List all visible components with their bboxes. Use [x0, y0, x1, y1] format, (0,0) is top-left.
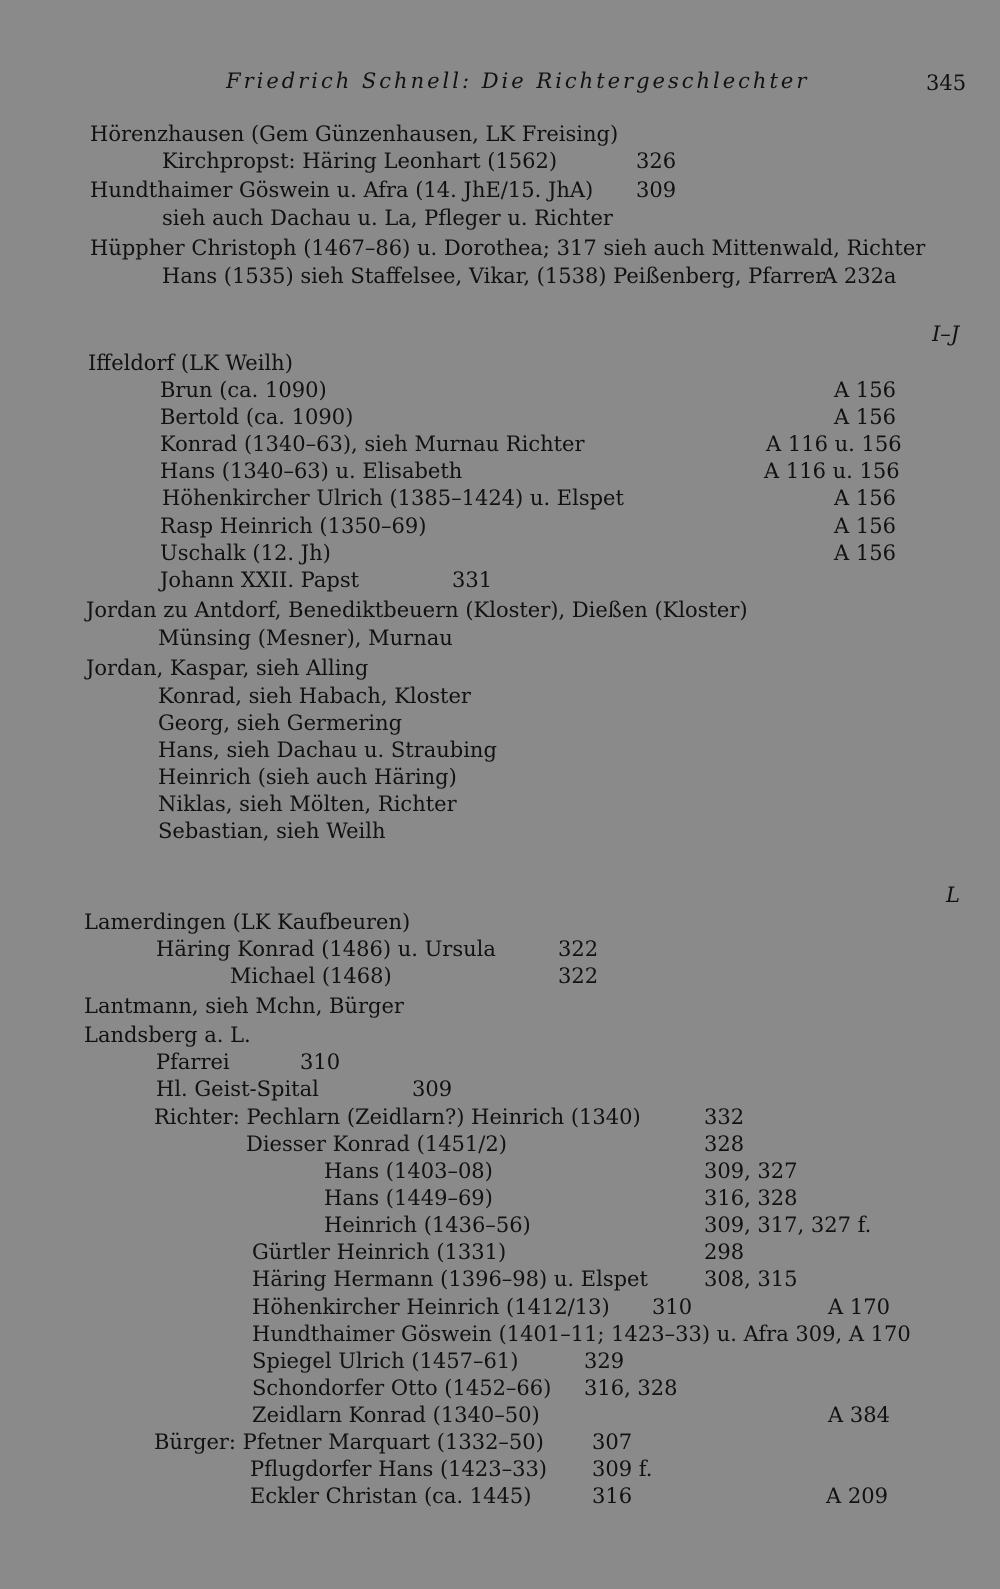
index-subentry: Konrad, sieh Habach, Kloster	[158, 684, 471, 708]
index-subentry: Hans, sieh Dachau u. Straubing	[158, 738, 497, 762]
appendix-ref: A 116 u. 156	[764, 459, 900, 483]
page-ref: 316	[592, 1484, 633, 1508]
index-subentry: Kirchpropst: Häring Leonhart (1562)	[162, 149, 558, 173]
index-subentry: Höhenkircher Ulrich (1385–1424) u. Elspet	[162, 486, 624, 510]
index-subentry: Rasp Heinrich (1350–69)	[160, 514, 427, 538]
page-ref: 329	[584, 1349, 625, 1373]
appendix-ref: A 156	[834, 514, 896, 538]
index-entry: Hüppher Christoph (1467–86) u. Dorothea; 317 sieh auch Mittenwald, Richter	[90, 236, 926, 260]
page-ref: 316, 328	[704, 1186, 798, 1210]
appendix-ref: A 170	[828, 1295, 890, 1319]
index-entry: Lantmann, sieh Mchn, Bürger	[84, 994, 404, 1018]
index-subentry: Niklas, sieh Mölten, Richter	[158, 792, 457, 816]
index-subentry: Heinrich (1436–56)	[324, 1213, 531, 1237]
page-number: 345	[926, 71, 967, 95]
index-subentry: Bürger: Pfetner Marquart (1332–50)	[154, 1430, 544, 1454]
index-subentry: Münsing (Mesner), Murnau	[158, 626, 453, 650]
running-header-title: Friedrich Schnell: Die Richtergeschlechter	[226, 69, 810, 93]
index-subentry: Bertold (ca. 1090)	[160, 405, 354, 429]
page-ref: 322	[558, 937, 599, 961]
section-mark-ij: I–J	[932, 322, 960, 346]
index-subentry: Gürtler Heinrich (1331)	[252, 1240, 507, 1264]
page-ref: 298	[704, 1240, 745, 1264]
index-subentry: Richter: Pechlarn (Zeidlarn?) Heinrich (1340)	[154, 1105, 641, 1129]
index-subentry: Höhenkircher Heinrich (1412/13)	[252, 1295, 610, 1319]
index-subentry: Hans (1449–69)	[324, 1186, 493, 1210]
page-ref: 310	[300, 1050, 341, 1074]
index-subentry: Schondorfer Otto (1452–66)	[252, 1376, 552, 1400]
index-subentry: Diesser Konrad (1451/2)	[246, 1132, 507, 1156]
index-subentry: Häring Hermann (1396–98) u. Elspet	[252, 1267, 648, 1291]
appendix-ref: A 384	[828, 1403, 890, 1427]
page-ref: 331	[452, 568, 493, 592]
index-entry: Jordan, Kaspar, sieh Alling	[86, 656, 369, 680]
page-ref: 310	[652, 1295, 693, 1319]
index-subentry: Hans (1340–63) u. Elisabeth	[160, 459, 463, 483]
appendix-ref: A 232a	[822, 264, 897, 288]
appendix-ref: A 209	[826, 1484, 888, 1508]
index-subentry: Eckler Christan (ca. 1445)	[250, 1484, 532, 1508]
page-ref: 316, 328	[584, 1376, 678, 1400]
section-mark-l: L	[946, 883, 960, 907]
appendix-ref: A 156	[834, 378, 896, 402]
appendix-ref: A 156	[834, 541, 896, 565]
page-ref: 307	[592, 1430, 633, 1454]
page-ref: 332	[704, 1105, 745, 1129]
page-ref: 309, 317, 327 f.	[704, 1213, 872, 1237]
index-entry: Hörenzhausen (Gem Günzenhausen, LK Freising)	[90, 122, 619, 146]
index-entry: Jordan zu Antdorf, Benediktbeuern (Kloster), Dießen (Kloster)	[86, 598, 748, 622]
page-ref: 309	[636, 178, 677, 202]
index-subentry: Heinrich (sieh auch Häring)	[158, 765, 457, 789]
page-ref: 308, 315	[704, 1267, 798, 1291]
index-subentry: Hundthaimer Göswein (1401–11; 1423–33) u. Afra 309, A 170	[252, 1322, 911, 1346]
index-subentry: Konrad (1340–63), sieh Murnau Richter	[160, 432, 585, 456]
page-ref: 309, 327	[704, 1159, 798, 1183]
index-entry: Lamerdingen (LK Kaufbeuren)	[84, 910, 411, 934]
index-subentry: Michael (1468)	[230, 964, 392, 988]
index-subentry: Zeidlarn Konrad (1340–50)	[252, 1403, 540, 1427]
appendix-ref: A 156	[834, 405, 896, 429]
index-entry: Landsberg a. L.	[84, 1023, 251, 1047]
index-subentry: Uschalk (12. Jh)	[160, 541, 331, 565]
appendix-ref: A 116 u. 156	[766, 432, 902, 456]
index-subentry: Spiegel Ulrich (1457–61)	[252, 1349, 519, 1373]
page-ref: 322	[558, 964, 599, 988]
index-subentry: Sebastian, sieh Weilh	[158, 819, 386, 843]
index-subentry: Häring Konrad (1486) u. Ursula	[156, 937, 496, 961]
appendix-ref: A 156	[834, 486, 896, 510]
index-subentry: Johann XXII. Papst	[160, 568, 360, 592]
index-subentry: Hans (1535) sieh Staffelsee, Vikar, (1538) Peißenberg, Pfarrer	[162, 264, 826, 288]
index-subentry: Georg, sieh Germering	[158, 711, 403, 735]
index-subentry: Pfarrei	[156, 1050, 230, 1074]
page-ref: 328	[704, 1132, 745, 1156]
page-ref: 309 f.	[592, 1457, 653, 1481]
index-subentry: sieh auch Dachau u. La, Pfleger u. Richter	[162, 206, 613, 230]
index-subentry: Hans (1403–08)	[324, 1159, 493, 1183]
page-ref: 309	[412, 1077, 453, 1101]
page-ref: 326	[636, 149, 677, 173]
index-subentry: Brun (ca. 1090)	[160, 378, 327, 402]
index-subentry: Pflugdorfer Hans (1423–33)	[250, 1457, 548, 1481]
index-subentry: Hl. Geist-Spital	[156, 1077, 319, 1101]
index-entry: Hundthaimer Göswein u. Afra (14. JhE/15. JhA)	[90, 178, 594, 202]
index-entry: Iffeldorf (LK Weilh)	[88, 351, 293, 375]
